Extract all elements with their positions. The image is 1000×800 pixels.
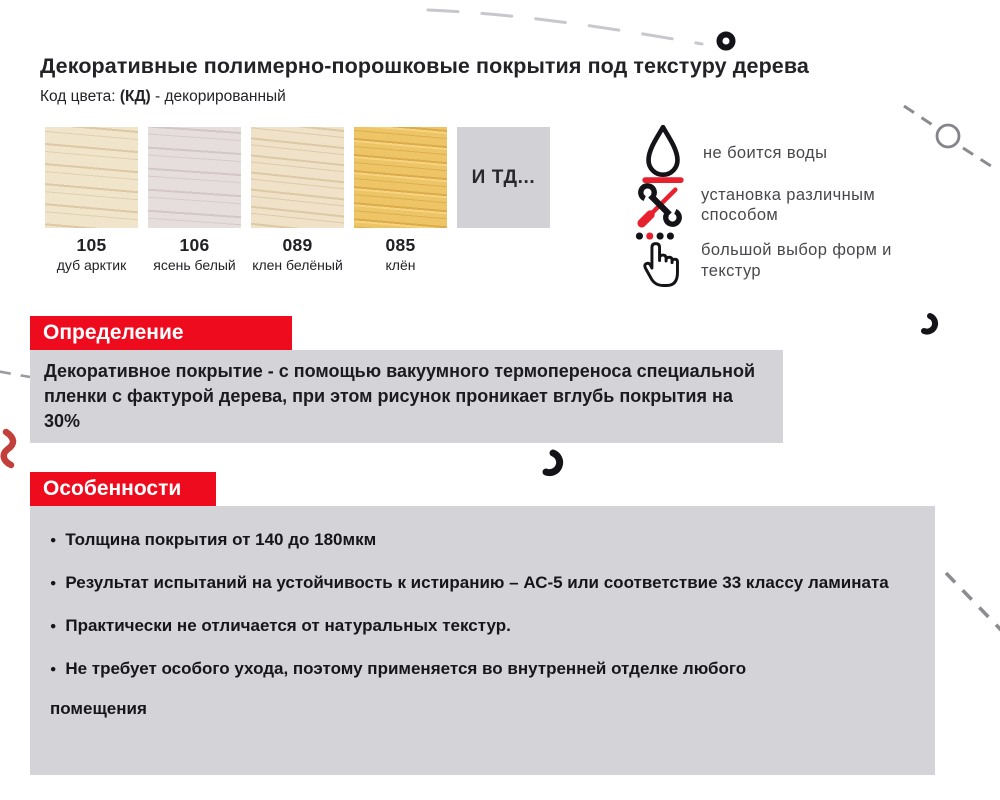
- color-code-line: [40, 88, 286, 106]
- feature-label: большой выбор форм и текстур: [701, 241, 892, 280]
- wood-texture-image: [251, 127, 344, 228]
- wood-texture-image: [148, 127, 241, 228]
- page-title: Декоративные полимерно-порошковые покрытия под текстуру дерева: [40, 54, 809, 78]
- feature-bullet: ● Толщина покрытия от 140 до 180мкм: [50, 520, 915, 560]
- features-bullet-block: [30, 506, 935, 775]
- donut-dot: [720, 35, 733, 48]
- dashed-line-right-top-2: [963, 148, 991, 166]
- definition-text-block: Декоративное покрытие - с помощью вакуумного термопереноса специальной пленки с фактурой дерева, при этом рисунок проникает вглубь покрытия на 30%: [30, 350, 783, 443]
- swatch-code: 105: [76, 235, 107, 255]
- dashed-line-left: [0, 371, 30, 377]
- feature-bullet: ● Не требует особого ухода, поэтому применяется во внутренней отделке любого помещения: [50, 649, 795, 729]
- color-code-prefix: Код цвета:: [40, 88, 120, 105]
- etc-box: И ТД...: [457, 127, 550, 228]
- swatch-name: клен белёный: [252, 257, 343, 273]
- color-code-value: (КД): [119, 88, 151, 105]
- swatch-106: [148, 127, 241, 273]
- feature-label: установка различным способом: [701, 185, 876, 224]
- dashed-line-bottom-right: [946, 573, 1000, 631]
- swatch-code: 085: [385, 235, 416, 255]
- crescent-mark-middle: [546, 453, 560, 473]
- swatch-085: [354, 127, 447, 273]
- red-squiggle: [4, 432, 13, 465]
- wood-texture-image: [354, 127, 447, 228]
- feature-water: [640, 122, 948, 184]
- swatch-code: 089: [282, 235, 313, 255]
- features-heading: Особенности: [30, 472, 216, 506]
- tap-hand-icon: [634, 231, 684, 290]
- swatch-name: ясень белый: [153, 257, 236, 273]
- tools-icon: [636, 181, 684, 229]
- swatch-name: дуб арктик: [56, 257, 127, 273]
- feature-install: [636, 181, 946, 229]
- definition-heading: Определение: [30, 316, 292, 350]
- color-code-suffix: - декорированный: [150, 88, 286, 105]
- swatch-more: [457, 127, 550, 273]
- feature-bullet: ● Результат испытаний на устойчивость к истиранию – АС-5 или соответствие 33 классу ламината: [50, 563, 915, 603]
- swatch-code: 106: [179, 235, 210, 255]
- swatch-105: [45, 127, 138, 273]
- water-drop-icon: [640, 122, 686, 184]
- feature-bullet: ● Практически не отличается от натуральных текстур.: [50, 606, 915, 646]
- swatch-row: [45, 127, 550, 273]
- wood-texture-image: [45, 127, 138, 228]
- dashed-curve-top: [428, 10, 702, 44]
- feature-choice: [634, 231, 946, 290]
- feature-label: не боится воды: [703, 143, 828, 162]
- crescent-mark-right: [924, 316, 935, 332]
- swatch-089: [251, 127, 344, 273]
- swatch-name: клён: [385, 257, 416, 273]
